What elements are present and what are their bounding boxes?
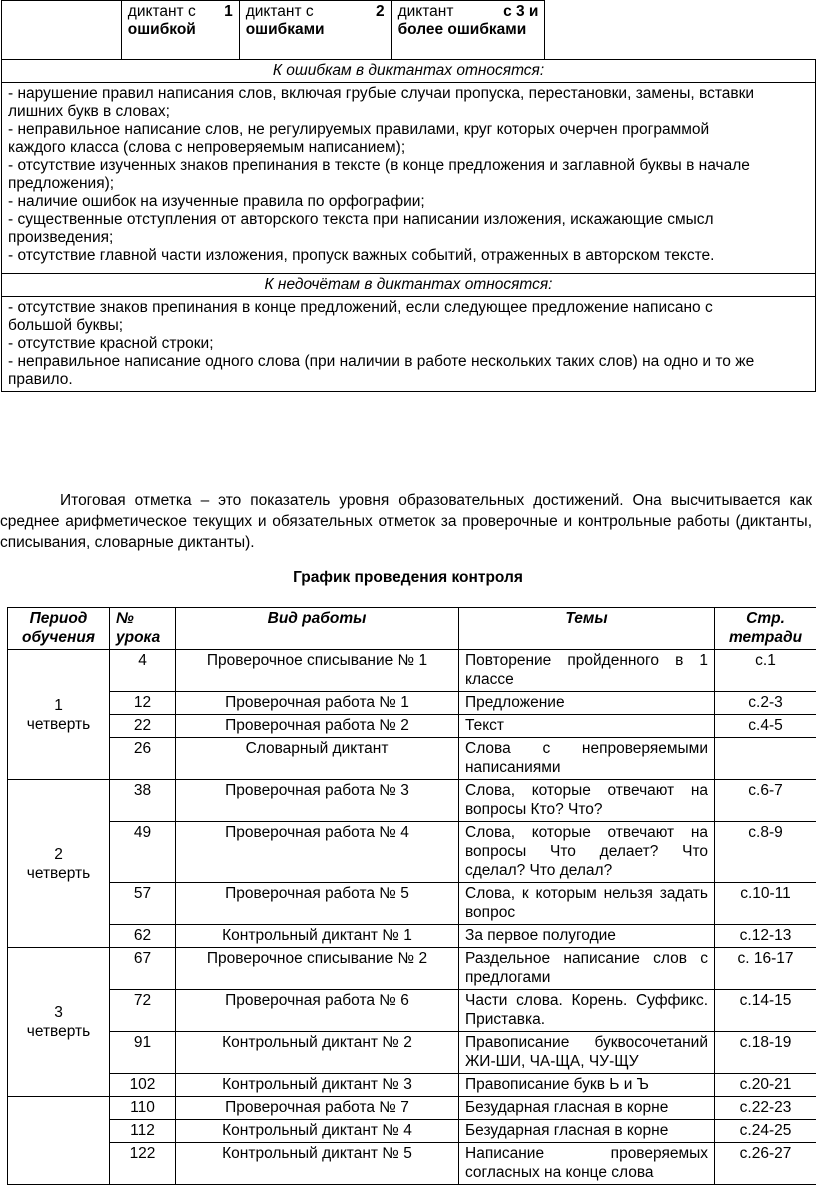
- lesson-cell: 38: [110, 780, 176, 822]
- period-cell: [8, 1097, 110, 1185]
- page-cell: с.12-13: [715, 925, 816, 948]
- header-page: Стр. тетради: [715, 608, 816, 650]
- table-row: [8, 715, 816, 738]
- topic-cell: Слова, которые отвечают на вопросы Что делает? Что сделал? Что делал?: [459, 822, 715, 883]
- header-text: ошибкой: [127, 21, 196, 38]
- topic-cell: Безударная гласная в корне: [459, 1097, 715, 1120]
- table-row: [8, 822, 816, 883]
- topic-cell: Безударная гласная в корне: [459, 1120, 715, 1143]
- lesson-cell: 112: [110, 1120, 176, 1143]
- period-cell: 2 четверть: [8, 780, 110, 948]
- work-cell: Контрольный диктант № 1: [176, 925, 459, 948]
- page-cell: с.8-9: [715, 822, 816, 883]
- topic-cell: За первое полугодие: [459, 925, 715, 948]
- rule-line: - отсутствие изученных знаков препинания в тексте (в конце предложения и заглавной буквы в начале: [8, 157, 750, 174]
- header-period: Период обучения: [8, 608, 110, 650]
- topic-cell: Слова, к которым нельзя задать вопрос: [459, 883, 715, 925]
- page-cell: с.14-15: [715, 990, 816, 1032]
- topic-cell: Раздельное написание слов с предлогами: [459, 948, 715, 990]
- header-text: более ошибками: [397, 21, 527, 38]
- work-cell: Проверочная работа № 7: [176, 1097, 459, 1120]
- period-cell: 3 четверть: [8, 948, 110, 1097]
- rule-line: большой буквы;: [8, 317, 124, 334]
- table-row: [8, 1097, 816, 1120]
- header-three-errors: [391, 1, 545, 60]
- lesson-cell: 72: [110, 990, 176, 1032]
- errors-title-row: [2, 60, 816, 83]
- work-cell: Контрольный диктант № 4: [176, 1120, 459, 1143]
- rule-line: - неправильное написание одного слова (при наличии в работе нескольких таких слов) на одно и то же: [8, 353, 755, 370]
- work-cell: Проверочная работа № 4: [176, 822, 459, 883]
- header-text: ошибками: [245, 21, 325, 38]
- table-row: [8, 925, 816, 948]
- work-cell: Проверочная работа № 1: [176, 692, 459, 715]
- topic-cell: Части слова. Корень. Суффикс. Приставка.: [459, 990, 715, 1032]
- period-cell: 1 четверть: [8, 650, 110, 780]
- topic-cell: Правописание букв Ь и Ъ: [459, 1074, 715, 1097]
- shortcomings-title: К недочётам в диктантах относятся:: [2, 274, 816, 297]
- topic-cell: Правописание буквосочетаний ЖИ-ШИ, ЧА-ЩА, ЧУ-ЩУ: [459, 1032, 715, 1074]
- rule-line: - отсутствие главной части изложения, пропуск важных событий, отраженных в авторском тексте.: [8, 247, 715, 264]
- table-row: [8, 692, 816, 715]
- header-work: Вид работы: [176, 608, 459, 650]
- topic-cell: Текст: [459, 715, 715, 738]
- work-cell: Проверочная работа № 6: [176, 990, 459, 1032]
- rule-line: каждого класса (слова с непроверяемым написанием);: [8, 139, 406, 156]
- lesson-cell: 91: [110, 1032, 176, 1074]
- lesson-cell: 22: [110, 715, 176, 738]
- errors-list-row: [2, 83, 816, 274]
- page-cell: с.22-23: [715, 1097, 816, 1120]
- empty-cell: [2, 1, 122, 60]
- table-row: [8, 883, 816, 925]
- schedule-header-row: [8, 608, 816, 650]
- table-row: [8, 780, 816, 822]
- page-cell: с. 16-17: [715, 948, 816, 990]
- work-cell: Проверочная работа № 5: [176, 883, 459, 925]
- work-cell: Проверочная работа № 3: [176, 780, 459, 822]
- header-topic: Темы: [459, 608, 715, 650]
- work-cell: Контрольный диктант № 2: [176, 1032, 459, 1074]
- schedule-table: [7, 607, 816, 1185]
- rule-line: произведения;: [8, 229, 114, 246]
- lesson-cell: 122: [110, 1143, 176, 1185]
- table-row: [8, 1120, 816, 1143]
- header-text: диктант с: [127, 3, 196, 20]
- header-text: диктант: [397, 3, 454, 20]
- page-cell: с.18-19: [715, 1032, 816, 1074]
- table-row: [8, 738, 816, 780]
- header-text: 2: [375, 3, 385, 20]
- topic-cell: Предложение: [459, 692, 715, 715]
- page-cell: с.1: [715, 650, 816, 692]
- errors-title: К ошибкам в диктантах относятся:: [2, 60, 816, 83]
- lesson-cell: 12: [110, 692, 176, 715]
- shortcomings-list-row: [2, 297, 816, 392]
- topic-cell: Написание проверяемых согласных на конце слова: [459, 1143, 715, 1185]
- lesson-cell: 26: [110, 738, 176, 780]
- page-cell: с.2-3: [715, 692, 816, 715]
- grading-table: [1, 0, 816, 392]
- shortcomings-list: [2, 297, 816, 392]
- lesson-cell: 49: [110, 822, 176, 883]
- rule-line: правило.: [8, 371, 73, 388]
- work-cell: Проверочное списывание № 1: [176, 650, 459, 692]
- work-cell: Проверочная работа № 2: [176, 715, 459, 738]
- topic-cell: Повторение пройденного в 1 классе: [459, 650, 715, 692]
- shortcomings-title-row: [2, 274, 816, 297]
- header-text: диктант с: [245, 3, 314, 20]
- page-cell: с.4-5: [715, 715, 816, 738]
- errors-lines: [8, 85, 809, 265]
- schedule-body: [8, 650, 816, 1185]
- rule-line: - неправильное написание слов, не регулируемых правилами, круг которых очерчен программой: [8, 121, 710, 138]
- final-grade-paragraph: [0, 490, 812, 553]
- table-row: [8, 990, 816, 1032]
- header-text: 1: [224, 3, 233, 20]
- page-cell: с.24-25: [715, 1120, 816, 1143]
- lesson-cell: 67: [110, 948, 176, 990]
- schedule-title: График проведения контроля: [293, 569, 523, 586]
- rule-line: предложения);: [8, 175, 115, 192]
- table-row: [8, 650, 816, 692]
- page-cell: с.10-11: [715, 883, 816, 925]
- rule-line: - отсутствие знаков препинания в конце предложений, если следующее предложение написано с: [8, 299, 713, 316]
- empty-cell: [545, 1, 816, 60]
- work-cell: Словарный диктант: [176, 738, 459, 780]
- errors-list: [2, 83, 816, 274]
- header-lesson: № урока: [110, 608, 176, 650]
- lesson-cell: 57: [110, 883, 176, 925]
- table-row: [8, 948, 816, 990]
- shortcomings-lines: [8, 299, 809, 389]
- work-cell: Проверочное списывание № 2: [176, 948, 459, 990]
- page-cell: с.6-7: [715, 780, 816, 822]
- rule-line: - наличие ошибок на изученные правила по орфографии;: [8, 193, 425, 210]
- page-cell: с.20-21: [715, 1074, 816, 1097]
- page-cell: с.26-27: [715, 1143, 816, 1185]
- lesson-cell: 110: [110, 1097, 176, 1120]
- grading-header-row: [2, 1, 816, 60]
- rule-line: - существенные отступления от авторского текста при написании изложения, искажающие смысл: [8, 211, 714, 228]
- final-grade-text: Итоговая отметка – это показатель уровня образовательных достижений. Она высчитывается как среднее арифметическое текущих и обязательных отметок за проверочные и контрольные работы (диктанты, списывания, словарные диктанты).: [0, 492, 812, 551]
- work-cell: Контрольный диктант № 3: [176, 1074, 459, 1097]
- work-cell: Контрольный диктант № 5: [176, 1143, 459, 1185]
- table-row: [8, 1032, 816, 1074]
- header-two-errors: [239, 1, 391, 60]
- topic-cell: Слова, которые отвечают на вопросы Кто? Что?: [459, 780, 715, 822]
- page-cell: [715, 738, 816, 780]
- lesson-cell: 102: [110, 1074, 176, 1097]
- rule-line: лишних букв в словах;: [8, 103, 170, 120]
- rule-line: - нарушение правил написания слов, включая грубые случаи пропуска, перестановки, замены, вставки: [8, 85, 755, 102]
- table-row: [8, 1143, 816, 1185]
- header-one-error: [121, 1, 239, 60]
- table-row: [8, 1074, 816, 1097]
- lesson-cell: 62: [110, 925, 176, 948]
- topic-cell: Слова с непроверяемыми написаниями: [459, 738, 715, 780]
- rule-line: - отсутствие красной строки;: [8, 335, 214, 352]
- lesson-cell: 4: [110, 650, 176, 692]
- header-text: с 3 и: [503, 3, 539, 20]
